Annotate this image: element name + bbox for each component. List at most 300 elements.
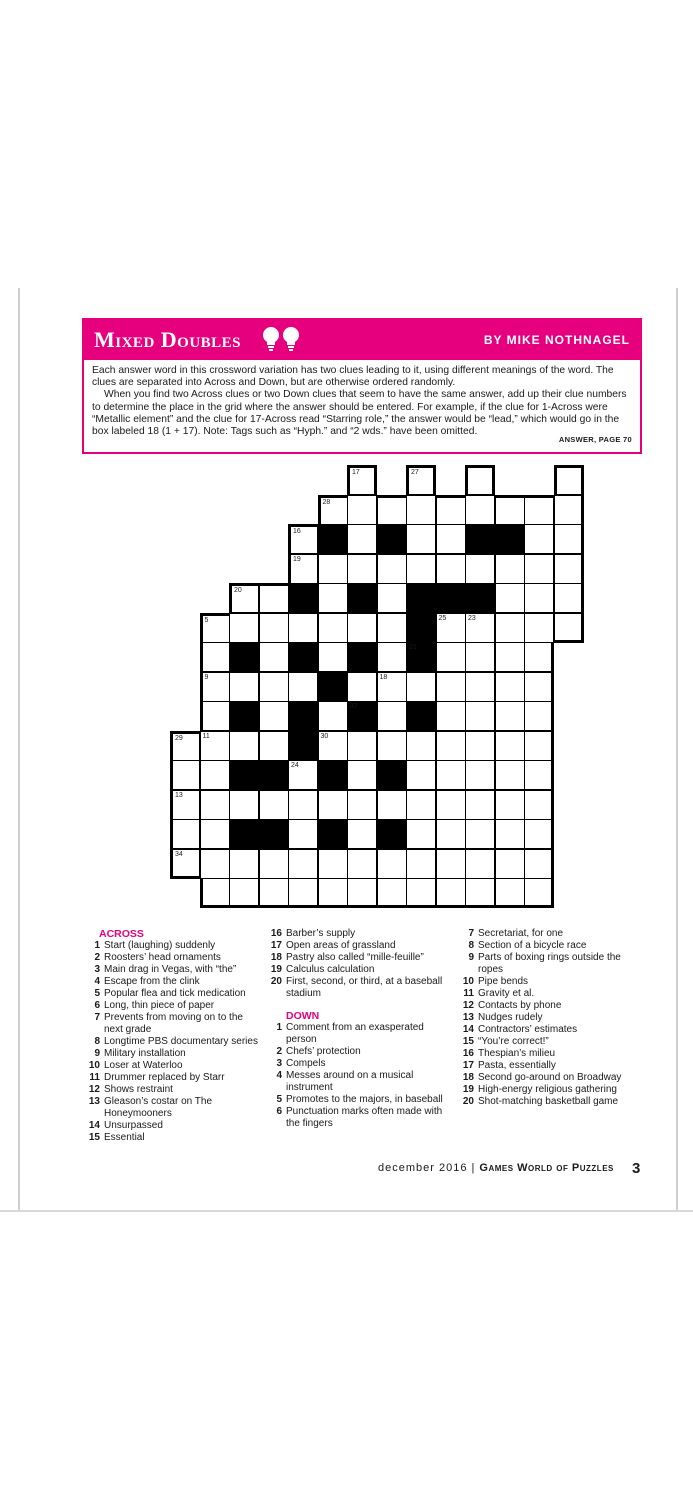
cell-number: 9 xyxy=(204,673,209,681)
down-clue-list-continued xyxy=(456,928,636,1108)
grid-cell[interactable] xyxy=(377,672,407,702)
cell-number: 17 xyxy=(352,469,360,476)
grid-block xyxy=(347,701,377,731)
clue-number: 8 xyxy=(468,940,474,951)
grid-cell[interactable] xyxy=(406,760,436,790)
grid-cell[interactable] xyxy=(554,524,584,554)
grid-block xyxy=(406,613,436,643)
cell-number: 16 xyxy=(293,528,301,535)
grid-cell[interactable] xyxy=(524,495,554,525)
clue-text: Contractors’ estimates xyxy=(478,1024,578,1035)
grid-cell[interactable] xyxy=(259,849,289,879)
grid-cell[interactable] xyxy=(259,701,289,731)
grid-cell[interactable] xyxy=(347,878,377,908)
grid-cell[interactable] xyxy=(495,583,525,613)
clue-number: 16 xyxy=(270,928,282,939)
grid-cell[interactable] xyxy=(347,790,377,820)
clue-number: 4 xyxy=(94,976,100,987)
grid-cell[interactable] xyxy=(259,878,289,908)
grid-cell[interactable] xyxy=(288,760,318,790)
grid-cell[interactable] xyxy=(377,583,407,613)
grid-cell[interactable] xyxy=(318,731,348,761)
grid-block xyxy=(318,672,348,702)
grid-cell[interactable] xyxy=(377,849,407,879)
grid-cell[interactable] xyxy=(200,760,230,790)
clue-text: Messes around on a musical instrument xyxy=(286,1070,414,1093)
clue-column-2 xyxy=(264,928,444,1130)
clue-item xyxy=(264,1058,444,1070)
grid-cell[interactable] xyxy=(436,701,466,731)
grid-cell[interactable] xyxy=(200,731,230,761)
grid-cell[interactable] xyxy=(436,642,466,672)
clue-text: Open areas of grassland xyxy=(286,940,396,951)
clue-number: 20 xyxy=(462,1096,474,1107)
clue-item xyxy=(264,1070,444,1094)
clue-text: Contacts by phone xyxy=(478,1000,562,1011)
grid-cell[interactable] xyxy=(436,731,466,761)
clue-number: 19 xyxy=(462,1084,474,1095)
grid-cell[interactable] xyxy=(377,613,407,643)
grid-cell[interactable] xyxy=(524,672,554,702)
grid-cell[interactable] xyxy=(318,554,348,584)
clue-item xyxy=(82,1084,262,1096)
grid-cell[interactable] xyxy=(229,583,259,613)
grid-cell[interactable] xyxy=(436,672,466,702)
clue-number: 12 xyxy=(462,1000,474,1011)
grid-cell[interactable] xyxy=(377,731,407,761)
cell-number: 34 xyxy=(175,850,183,858)
grid-cell[interactable] xyxy=(406,465,436,495)
clue-text: Shows restraint xyxy=(104,1084,173,1095)
clue-item xyxy=(82,1000,262,1012)
grid-cell[interactable] xyxy=(347,465,377,495)
grid-block xyxy=(465,583,495,613)
grid-cell[interactable] xyxy=(288,672,318,702)
grid-cell[interactable] xyxy=(554,613,584,643)
grid-cell[interactable] xyxy=(554,554,584,584)
grid-cell[interactable] xyxy=(377,495,407,525)
clue-item xyxy=(82,1060,262,1072)
grid-cell[interactable] xyxy=(406,731,436,761)
clue-text: Popular flea and tick medication xyxy=(104,988,246,999)
clue-item xyxy=(82,1072,262,1084)
grid-cell[interactable] xyxy=(229,878,259,908)
cell-number: 27 xyxy=(411,469,419,476)
clue-text: Punctuation marks often made with the fingers xyxy=(286,1106,443,1129)
clue-item xyxy=(456,1072,636,1084)
clue-item xyxy=(456,928,636,940)
grid-cell[interactable] xyxy=(495,731,525,761)
grid-cell[interactable] xyxy=(465,642,495,672)
grid-block xyxy=(288,642,318,672)
grid-block xyxy=(465,524,495,554)
clue-item xyxy=(456,1060,636,1072)
clue-item xyxy=(456,952,636,976)
clue-text: Roosters’ head ornaments xyxy=(104,952,221,963)
clue-item xyxy=(456,1036,636,1048)
grid-cell[interactable] xyxy=(524,642,554,672)
clue-text: Barber’s supply xyxy=(286,928,356,939)
grid-cell[interactable] xyxy=(288,554,318,584)
grid-cell[interactable] xyxy=(436,554,466,584)
clue-text: Chefs’ protection xyxy=(286,1046,361,1057)
clue-item xyxy=(82,1048,262,1060)
grid-cell[interactable] xyxy=(465,613,495,643)
grid-cell[interactable] xyxy=(259,613,289,643)
magazine-name: Games World of Puzzles xyxy=(479,1162,614,1174)
clue-column-1 xyxy=(82,928,262,1144)
clue-number: 20 xyxy=(270,976,282,987)
grid-cell[interactable] xyxy=(288,613,318,643)
grid-cell[interactable] xyxy=(495,613,525,643)
clue-number: 10 xyxy=(462,976,474,987)
across-clue-list-continued xyxy=(264,928,444,1000)
grid-block xyxy=(318,819,348,849)
clue-item xyxy=(456,976,636,988)
grid-cell[interactable] xyxy=(524,790,554,820)
page-footer xyxy=(378,1162,614,1174)
clue-text: Secretariat, for one xyxy=(478,928,564,939)
grid-cell[interactable] xyxy=(229,849,259,879)
grid-cell[interactable] xyxy=(436,790,466,820)
clue-item xyxy=(456,1012,636,1024)
cell-number: 11 xyxy=(202,732,210,740)
grid-cell[interactable] xyxy=(554,465,584,495)
grid-cell[interactable] xyxy=(495,495,525,525)
clue-number: 8 xyxy=(94,1036,100,1047)
clue-item xyxy=(82,964,262,976)
lightbulb-icon xyxy=(262,326,302,359)
grid-cell[interactable] xyxy=(465,495,495,525)
grid-block xyxy=(288,731,318,761)
grid-cell[interactable] xyxy=(200,878,230,908)
clue-number: 1 xyxy=(276,1022,282,1033)
grid-block xyxy=(318,760,348,790)
grid-cell[interactable] xyxy=(377,642,407,672)
grid-block xyxy=(377,819,407,849)
grid-cell[interactable] xyxy=(200,613,230,643)
grid-cell[interactable] xyxy=(347,495,377,525)
grid-cell[interactable] xyxy=(259,672,289,702)
grid-cell[interactable] xyxy=(524,583,554,613)
clue-text: Parts of boxing rings outside the ropes xyxy=(478,952,621,975)
grid-cell[interactable] xyxy=(465,672,495,702)
grid-cell[interactable] xyxy=(259,731,289,761)
cell-number: 5 xyxy=(204,616,209,624)
title-banner xyxy=(84,320,640,360)
clue-number: 5 xyxy=(94,988,100,999)
grid-cell[interactable] xyxy=(554,583,584,613)
grid-cell[interactable] xyxy=(229,613,259,643)
clue-text: Shot-matching basketball game xyxy=(478,1096,619,1107)
cell-number: 30 xyxy=(320,732,329,740)
clue-text: Second go-around on Broadway xyxy=(478,1072,622,1083)
grid-cell[interactable] xyxy=(495,790,525,820)
grid-cell[interactable] xyxy=(377,878,407,908)
grid-cell[interactable] xyxy=(288,819,318,849)
grid-cell[interactable] xyxy=(465,701,495,731)
grid-cell[interactable] xyxy=(170,790,200,820)
grid-cell[interactable] xyxy=(347,849,377,879)
grid-cell[interactable] xyxy=(524,878,554,908)
cell-number: 23 xyxy=(468,614,476,622)
grid-cell[interactable] xyxy=(406,554,436,584)
grid-cell[interactable] xyxy=(229,672,259,702)
grid-cell[interactable] xyxy=(406,878,436,908)
grid-block xyxy=(406,642,436,672)
clue-text: Drummer replaced by Starr xyxy=(104,1072,225,1083)
clue-text: Pasta, essentially xyxy=(478,1060,556,1071)
clue-number: 7 xyxy=(94,1012,100,1023)
grid-cell[interactable] xyxy=(406,819,436,849)
grid-block xyxy=(347,642,377,672)
grid-block xyxy=(259,760,289,790)
grid-cell[interactable] xyxy=(436,613,466,643)
grid-cell[interactable] xyxy=(524,731,554,761)
grid-block xyxy=(288,701,318,731)
grid-cell[interactable] xyxy=(200,849,230,879)
grid-cell[interactable] xyxy=(436,819,466,849)
grid-cell[interactable] xyxy=(436,524,466,554)
grid-cell[interactable] xyxy=(524,819,554,849)
clue-item xyxy=(264,976,444,1000)
grid-cell[interactable] xyxy=(318,495,348,525)
cell-number: 21 xyxy=(409,644,417,651)
grid-cell[interactable] xyxy=(465,465,495,495)
clue-number: 2 xyxy=(94,952,100,963)
grid-cell[interactable] xyxy=(465,790,495,820)
grid-cell[interactable] xyxy=(200,672,230,702)
clue-item xyxy=(264,928,444,940)
grid-cell[interactable] xyxy=(259,790,289,820)
grid-cell[interactable] xyxy=(436,878,466,908)
grid-cell[interactable] xyxy=(170,731,200,761)
clue-item xyxy=(82,1012,262,1036)
grid-cell[interactable] xyxy=(495,849,525,879)
grid-block xyxy=(377,760,407,790)
grid-block xyxy=(229,642,259,672)
grid-cell[interactable] xyxy=(318,613,348,643)
grid-cell[interactable] xyxy=(200,790,230,820)
clue-text: Compels xyxy=(286,1058,326,1069)
clue-item xyxy=(82,988,262,1000)
grid-block xyxy=(288,583,318,613)
clue-number: 1 xyxy=(94,940,100,951)
grid-cell[interactable] xyxy=(436,849,466,879)
grid-block xyxy=(318,524,348,554)
clue-number: 12 xyxy=(88,1084,100,1095)
clue-number: 10 xyxy=(88,1060,100,1071)
grid-cell[interactable] xyxy=(495,672,525,702)
clue-text: High-energy religious gathering xyxy=(478,1084,617,1095)
clue-item xyxy=(456,940,636,952)
grid-cell[interactable] xyxy=(318,790,348,820)
grid-cell[interactable] xyxy=(465,849,495,879)
clue-item xyxy=(264,1094,444,1106)
grid-cell[interactable] xyxy=(200,701,230,731)
clue-text: “You’re correct!” xyxy=(478,1036,549,1047)
grid-cell[interactable] xyxy=(288,790,318,820)
clue-number: 14 xyxy=(88,1120,100,1131)
cell-number: 28 xyxy=(322,498,331,506)
grid-cell[interactable] xyxy=(524,849,554,879)
clue-number: 5 xyxy=(276,1094,282,1105)
clue-number: 16 xyxy=(462,1048,474,1059)
grid-cell[interactable] xyxy=(288,878,318,908)
grid-cell[interactable] xyxy=(347,554,377,584)
grid-cell[interactable] xyxy=(377,701,407,731)
puzzle-header xyxy=(82,318,642,454)
clue-number: 14 xyxy=(462,1024,474,1035)
clue-item xyxy=(264,952,444,964)
grid-cell[interactable] xyxy=(200,642,230,672)
grid-cell[interactable] xyxy=(347,672,377,702)
grid-cell[interactable] xyxy=(436,495,466,525)
clue-item xyxy=(264,940,444,952)
grid-cell[interactable] xyxy=(318,849,348,879)
clue-number: 19 xyxy=(270,964,282,975)
grid-cell[interactable] xyxy=(229,731,259,761)
clue-item xyxy=(456,1024,636,1036)
grid-cell[interactable] xyxy=(465,731,495,761)
grid-cell[interactable] xyxy=(524,701,554,731)
grid-cell[interactable] xyxy=(495,701,525,731)
grid-cell[interactable] xyxy=(259,642,289,672)
clue-item xyxy=(82,976,262,988)
issue-date: december 2016 | xyxy=(378,1162,480,1174)
clue-number: 13 xyxy=(462,1012,474,1023)
clue-text: First, second, or third, at a baseball stadium xyxy=(286,976,443,999)
clue-item xyxy=(264,964,444,976)
clue-text: Long, thin piece of paper xyxy=(104,1000,215,1011)
grid-cell[interactable] xyxy=(288,524,318,554)
grid-cell[interactable] xyxy=(347,760,377,790)
grid-cell[interactable] xyxy=(465,760,495,790)
grid-cell[interactable] xyxy=(318,583,348,613)
clue-item xyxy=(264,1046,444,1058)
clue-text: Thespian’s milieu xyxy=(478,1048,556,1059)
grid-cell[interactable] xyxy=(347,819,377,849)
clue-item xyxy=(456,1096,636,1108)
grid-cell[interactable] xyxy=(259,583,289,613)
clue-item xyxy=(82,952,262,964)
grid-cell[interactable] xyxy=(465,819,495,849)
crossword-grid xyxy=(170,465,556,920)
grid-cell[interactable] xyxy=(318,878,348,908)
clue-text: Gravity et al. xyxy=(478,988,535,999)
clue-text: Unsurpassed xyxy=(104,1120,163,1131)
grid-cell[interactable] xyxy=(406,524,436,554)
clue-number: 9 xyxy=(94,1048,100,1059)
clue-text: Essential xyxy=(104,1132,145,1143)
grid-cell[interactable] xyxy=(200,819,230,849)
grid-block xyxy=(229,760,259,790)
grid-cell[interactable] xyxy=(495,642,525,672)
grid-cell[interactable] xyxy=(406,672,436,702)
grid-block xyxy=(377,524,407,554)
grid-cell[interactable] xyxy=(465,554,495,584)
grid-block xyxy=(229,819,259,849)
grid-cell[interactable] xyxy=(495,878,525,908)
grid-cell[interactable] xyxy=(436,760,466,790)
clue-number: 13 xyxy=(88,1096,100,1107)
grid-block xyxy=(495,524,525,554)
clue-text: Prevents from moving on to the next grade xyxy=(104,1012,243,1035)
instructions xyxy=(92,365,632,438)
clue-text: Gleason’s costar on The Honeymooners xyxy=(104,1096,213,1119)
grid-cell[interactable] xyxy=(406,849,436,879)
grid-block xyxy=(406,583,436,613)
grid-cell[interactable] xyxy=(377,554,407,584)
page-edge xyxy=(0,1210,693,1212)
grid-cell[interactable] xyxy=(465,878,495,908)
clue-number: 3 xyxy=(276,1058,282,1069)
clue-text: Military installation xyxy=(104,1048,186,1059)
clue-text: Loser at Waterloo xyxy=(104,1060,183,1071)
grid-block xyxy=(406,701,436,731)
clue-number: 2 xyxy=(276,1046,282,1057)
grid-cell[interactable] xyxy=(495,819,525,849)
grid-cell[interactable] xyxy=(495,760,525,790)
grid-cell[interactable] xyxy=(347,731,377,761)
grid-cell[interactable] xyxy=(524,760,554,790)
clue-text: Longtime PBS documentary series xyxy=(104,1036,258,1047)
grid-cell[interactable] xyxy=(406,790,436,820)
clue-number: 17 xyxy=(462,1060,474,1071)
clue-text: Promotes to the majors, in baseball xyxy=(286,1094,443,1105)
grid-cell[interactable] xyxy=(347,524,377,554)
grid-block xyxy=(347,583,377,613)
clue-item xyxy=(264,1106,444,1130)
grid-cell[interactable] xyxy=(524,524,554,554)
grid-cell[interactable] xyxy=(495,554,525,584)
grid-cell[interactable] xyxy=(288,849,318,879)
grid-cell[interactable] xyxy=(318,701,348,731)
grid-block xyxy=(436,583,466,613)
grid-cell[interactable] xyxy=(170,760,200,790)
clue-number: 6 xyxy=(94,1000,100,1011)
grid-cell[interactable] xyxy=(229,790,259,820)
grid-cell[interactable] xyxy=(318,642,348,672)
grid-cell[interactable] xyxy=(347,613,377,643)
clue-number: 11 xyxy=(463,988,474,999)
clue-number: 18 xyxy=(270,952,282,963)
cell-number: 25 xyxy=(438,614,447,622)
clue-item xyxy=(82,1120,262,1132)
clue-number: 7 xyxy=(468,928,474,939)
page-number: 3 xyxy=(632,1160,641,1177)
grid-cell[interactable] xyxy=(377,790,407,820)
clue-item xyxy=(456,1048,636,1060)
down-heading: DOWN xyxy=(286,1010,320,1022)
cell-number: 20 xyxy=(234,587,242,594)
grid-cell[interactable] xyxy=(524,613,554,643)
clue-item xyxy=(82,1132,262,1144)
grid-cell[interactable] xyxy=(406,495,436,525)
down-clue-list xyxy=(264,1022,444,1130)
clue-text: Calculus calculation xyxy=(286,964,375,975)
grid-cell[interactable] xyxy=(170,849,200,879)
grid-cell[interactable] xyxy=(170,819,200,849)
clue-item xyxy=(82,940,262,952)
grid-block xyxy=(229,701,259,731)
clue-number: 9 xyxy=(468,952,474,963)
grid-cell[interactable] xyxy=(554,495,584,525)
clue-number: 4 xyxy=(276,1070,282,1081)
clue-number: 11 xyxy=(89,1072,100,1083)
cell-number: 37 xyxy=(350,703,358,710)
grid-cell[interactable] xyxy=(524,554,554,584)
